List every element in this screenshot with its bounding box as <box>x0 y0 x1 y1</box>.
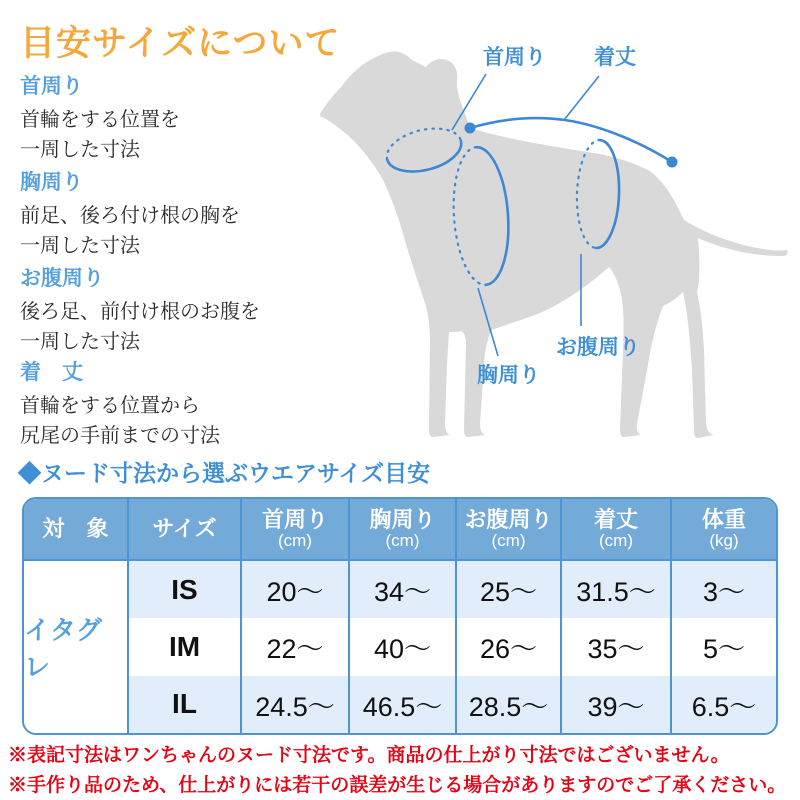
note-line: ※手作り品のため、仕上がりには若干の誤差が生じる場合がありますのでご了承ください。 <box>8 775 787 796</box>
measurement-label: お腹周り <box>20 267 104 290</box>
target-cell: イタグレ <box>24 561 129 733</box>
value-cell: 20〜 <box>242 561 350 618</box>
measurement-label: 首周り <box>20 75 83 98</box>
measurement-label: 着 丈 <box>20 361 83 384</box>
measurement-desc: 一周した寸法 <box>20 331 140 353</box>
value-cell: 22〜 <box>242 618 350 675</box>
diagram-label-belly: お腹周り <box>556 336 640 359</box>
section-heading: ◆ヌード寸法から選ぶウエアサイズ目安 <box>18 460 431 486</box>
value-cell: 5〜 <box>672 618 776 675</box>
note-line: ※表記寸法はワンちゃんのヌード寸法です。商品の仕上がり寸法ではございません。 <box>8 745 730 766</box>
measurement-desc: 首輪をする位置を <box>20 109 180 131</box>
value-cell: 28.5〜 <box>457 676 562 733</box>
size-table <box>22 497 778 735</box>
value-cell: 31.5〜 <box>562 561 672 618</box>
table-header-neck: 首周り (cm) <box>242 499 350 561</box>
value-cell: 3〜 <box>672 561 776 618</box>
measurement-desc: 一周した寸法 <box>20 139 140 161</box>
diagram-label-neck: 首周り <box>483 46 546 69</box>
diagram-label-length: 着丈 <box>594 46 636 69</box>
measurement-desc: 首輪をする位置から <box>20 395 200 417</box>
measurement-item-chest <box>20 166 240 261</box>
measurement-item-neck <box>20 70 180 165</box>
footnotes <box>8 741 786 800</box>
measurement-item-belly <box>20 262 260 357</box>
diagram-label-chest: 胸周り <box>477 364 540 387</box>
table-header-target: 対 象 <box>24 499 129 561</box>
measurement-item-length <box>20 356 220 451</box>
table-header-chest: 胸周り (cm) <box>350 499 457 561</box>
table-header-belly: お腹周り (cm) <box>457 499 562 561</box>
length-pointer-line <box>564 76 599 120</box>
measurement-desc: 尻尾の手前までの寸法 <box>20 425 220 447</box>
value-cell: 34〜 <box>350 561 457 618</box>
measurement-label: 胸周り <box>20 171 83 194</box>
dog-measurement-diagram <box>300 40 800 460</box>
page-title: 目安サイズについて <box>20 24 341 63</box>
size-cell: IM <box>129 618 242 675</box>
dog-silhouette <box>320 51 788 438</box>
size-cell: IL <box>129 676 242 733</box>
measurement-desc: 一周した寸法 <box>20 235 140 257</box>
value-cell: 35〜 <box>562 618 672 675</box>
value-cell: 6.5〜 <box>672 676 776 733</box>
size-cell: IS <box>129 561 242 618</box>
table-header-weight: 体重 (kg) <box>672 499 776 561</box>
value-cell: 40〜 <box>350 618 457 675</box>
value-cell: 24.5〜 <box>242 676 350 733</box>
measurement-desc: 後ろ足、前付け根のお腹を <box>20 301 260 323</box>
value-cell: 46.5〜 <box>350 676 457 733</box>
value-cell: 39〜 <box>562 676 672 733</box>
value-cell: 25〜 <box>457 561 562 618</box>
value-cell: 26〜 <box>457 618 562 675</box>
measurement-desc: 前足、後ろ付け根の胸を <box>20 205 240 227</box>
table-header-length: 着丈 (cm) <box>562 499 672 561</box>
table-header-size: サイズ <box>129 499 242 561</box>
